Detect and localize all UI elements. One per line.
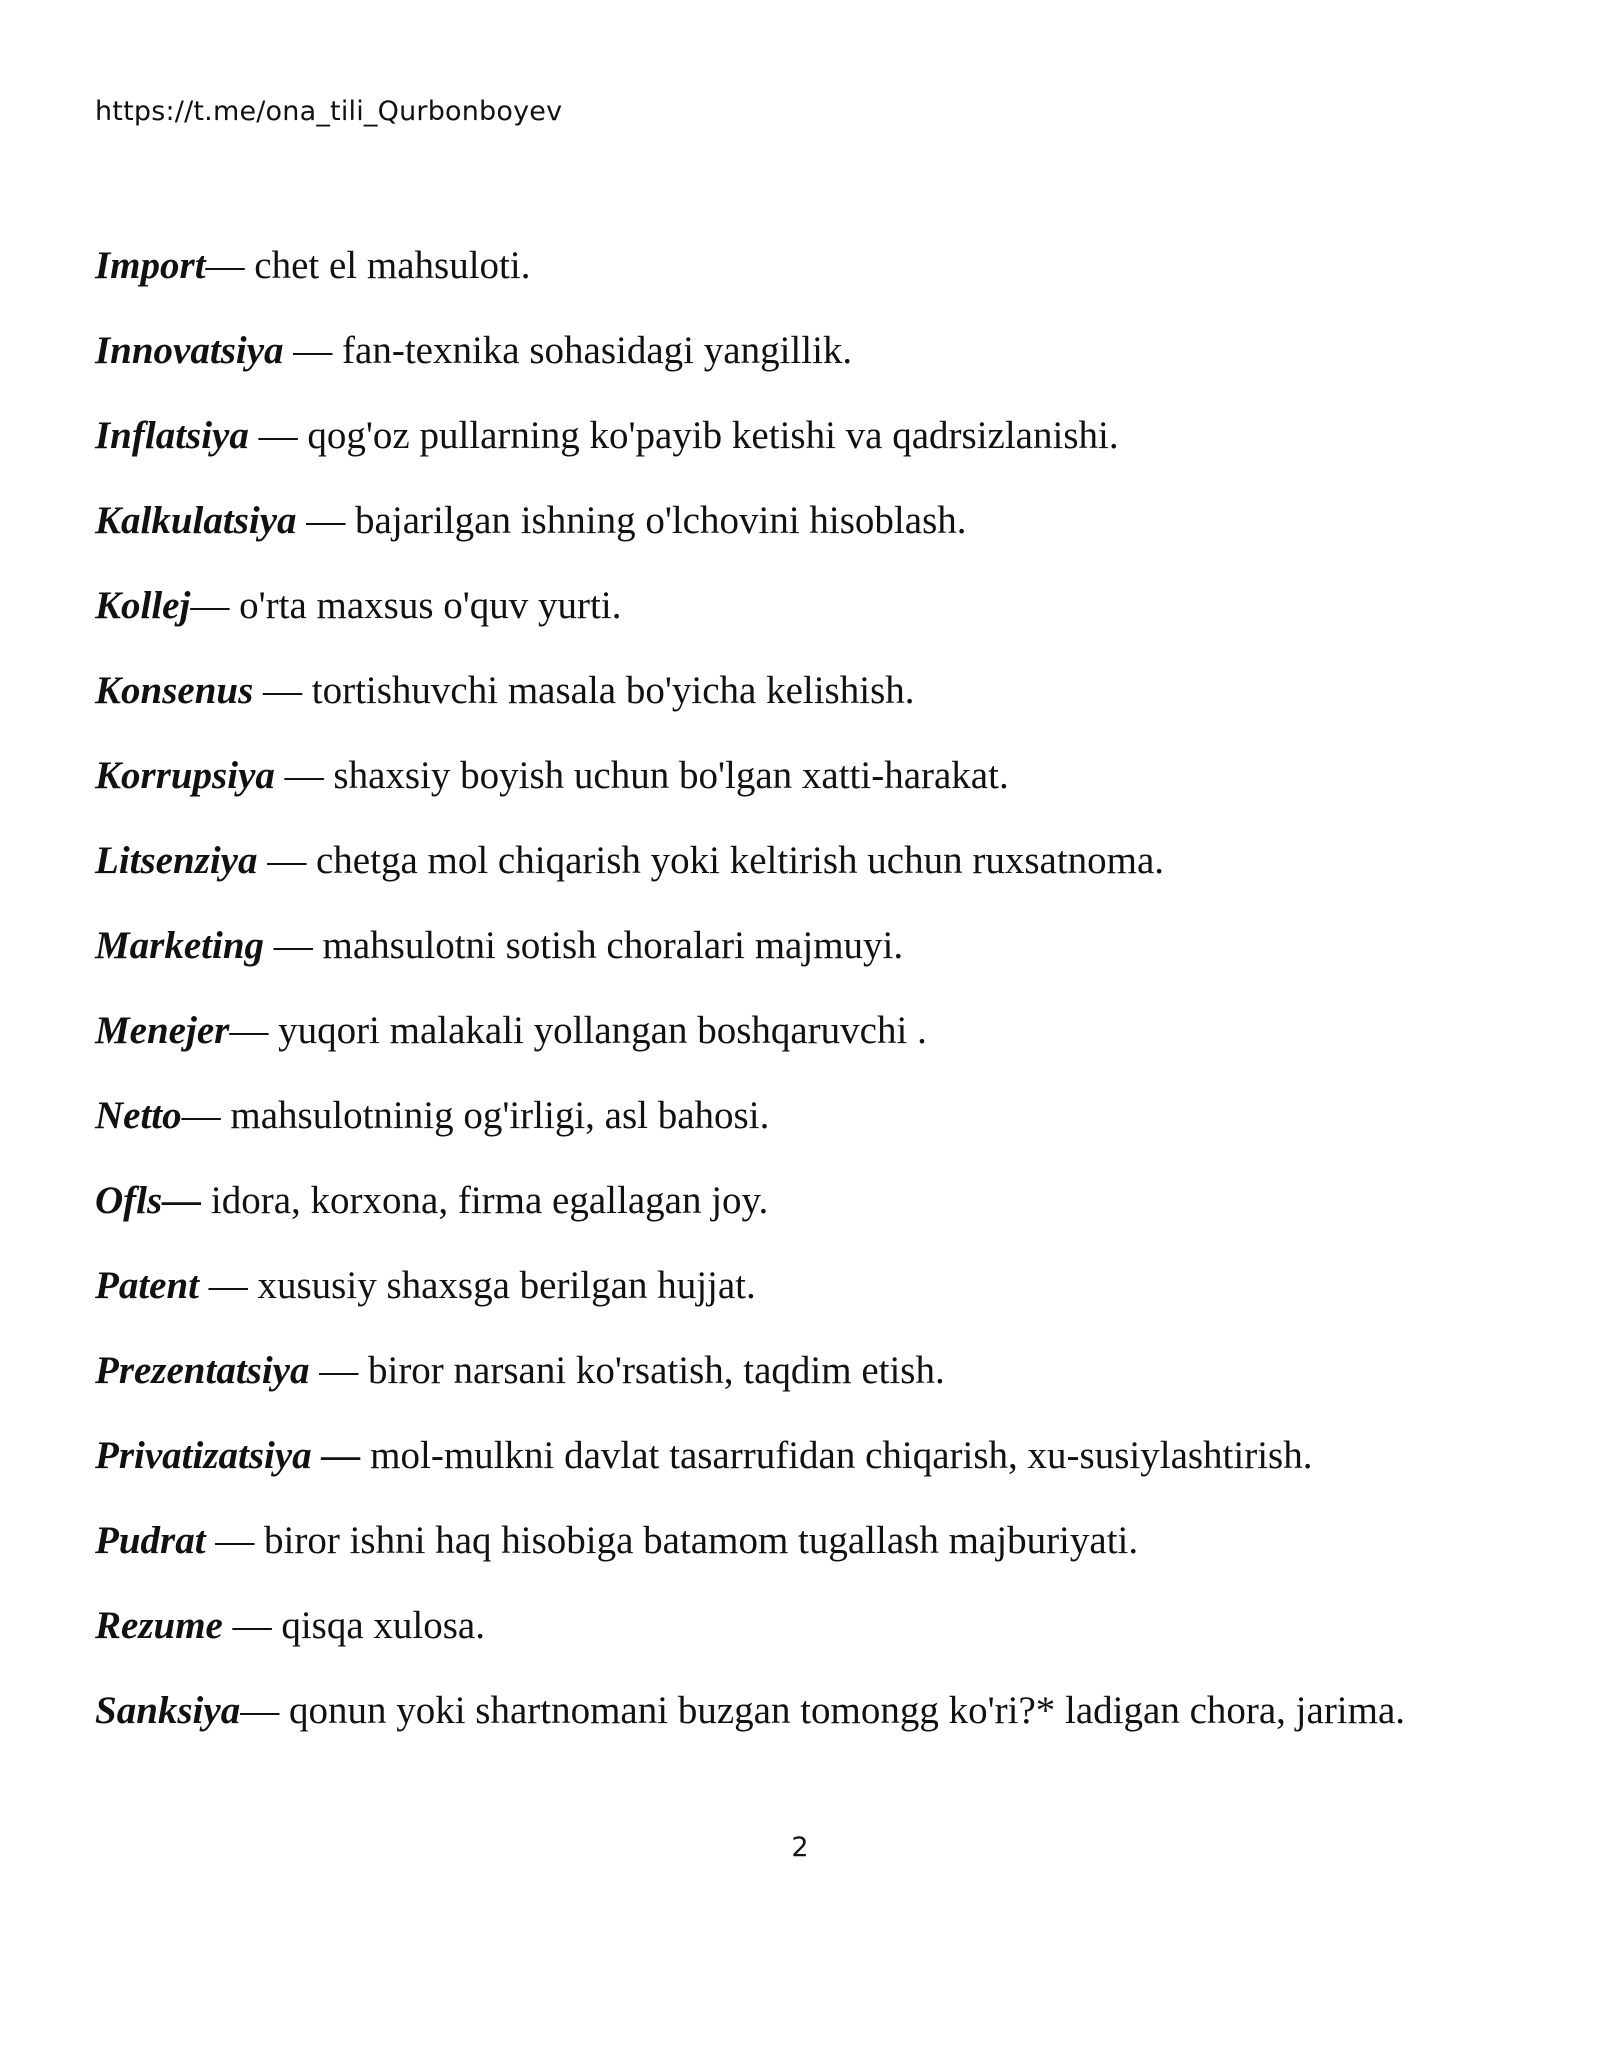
entry-definition: idora, korxona, firma egallagan joy. [201,1179,769,1222]
glossary-entry [95,667,1535,715]
page-number: 2 [791,1832,809,1863]
entry-definition: — shaxsiy boyish uchun bo'lgan xatti-harakat. [274,754,1009,797]
entry-term: Sanksiya [95,1689,241,1732]
entry-definition: — tortishuvchi masala bo'yicha kelishish. [253,669,915,712]
entry-term: Litsenziya [95,839,258,882]
entry-term: Menejer [95,1009,230,1052]
entry-definition: — chet el mahsuloti. [205,244,531,287]
entry-definition: — qisqa xulosa. [222,1604,485,1647]
glossary-entry [95,1602,1535,1650]
entry-definition: — xususiy shaxsga berilgan hujjat. [199,1264,756,1307]
entry-definition: — chetga mol chiqarish yoki keltirish uchun ruxsatnoma. [257,839,1165,882]
entry-definition: — yuqori malakali yollangan boshqaruvchi . [229,1009,927,1052]
entry-term: Kollej [95,584,191,627]
entry-term: Marketing [95,924,265,967]
entry-term: Prezentatsiya [95,1349,310,1392]
glossary-entry [95,752,1535,800]
entry-term: Konsenus [95,669,254,712]
glossary-entry [95,1177,1535,1225]
entry-term: Patent [95,1264,199,1307]
glossary-entry [95,1262,1535,1310]
entry-definition: — fan-texnika sohasidagi yangillik. [283,329,853,372]
entry-term: Privatizatsiya — [95,1434,361,1477]
glossary-entry [95,327,1535,375]
entry-term: Rezume [95,1604,223,1647]
entry-term: Innovatsiya [95,329,284,372]
entry-term: Kalkulatsiya [95,499,297,542]
entry-definition: — mahsulotni sotish choralari majmuyi. [264,924,904,967]
glossary-entry [95,412,1535,460]
entry-term: Netto [95,1094,182,1137]
glossary-entry [95,1007,1535,1055]
glossary-entry [95,1432,1535,1480]
entry-term: Korrupsiya [95,754,275,797]
entry-definition: — qog'oz pullarning ko'payib ketishi va qadrsizlanishi. [248,414,1119,457]
glossary-list [95,242,1535,1772]
entry-definition: — biror narsani ko'rsatish, taqdim etish. [309,1349,945,1392]
glossary-entry [95,922,1535,970]
entry-definition: — o'rta maxsus o'quv yurti. [190,584,622,627]
header-link[interactable]: https://t.me/ona_tili_Qurbonboyev [95,96,563,127]
glossary-entry [95,837,1535,885]
glossary-entry [95,1347,1535,1395]
entry-term: Ofls— [95,1179,202,1222]
glossary-entry [95,1687,1535,1735]
entry-definition: — biror ishni haq hisobiga batamom tugallash majburiyati. [205,1519,1139,1562]
entry-definition: — bajarilgan ishning o'lchovini hisoblash. [296,499,967,542]
entry-term: Inflatsiya [95,414,249,457]
entry-term: Import [95,244,206,287]
glossary-entry [95,1092,1535,1140]
entry-definition: — qonun yoki shartnomani buzgan tomongg ko'ri?* ladigan chora, jarima. [240,1689,1406,1732]
entry-definition: — mahsulotninig og'irligi, asl bahosi. [181,1094,770,1137]
glossary-entry [95,1517,1535,1565]
glossary-entry [95,497,1535,545]
glossary-entry [95,582,1535,630]
entry-definition: mol-mulkni davlat tasarrufidan chiqarish, xu-susiylashtirish. [360,1434,1313,1477]
entry-term: Pudrat [95,1519,206,1562]
glossary-entry [95,242,1535,290]
